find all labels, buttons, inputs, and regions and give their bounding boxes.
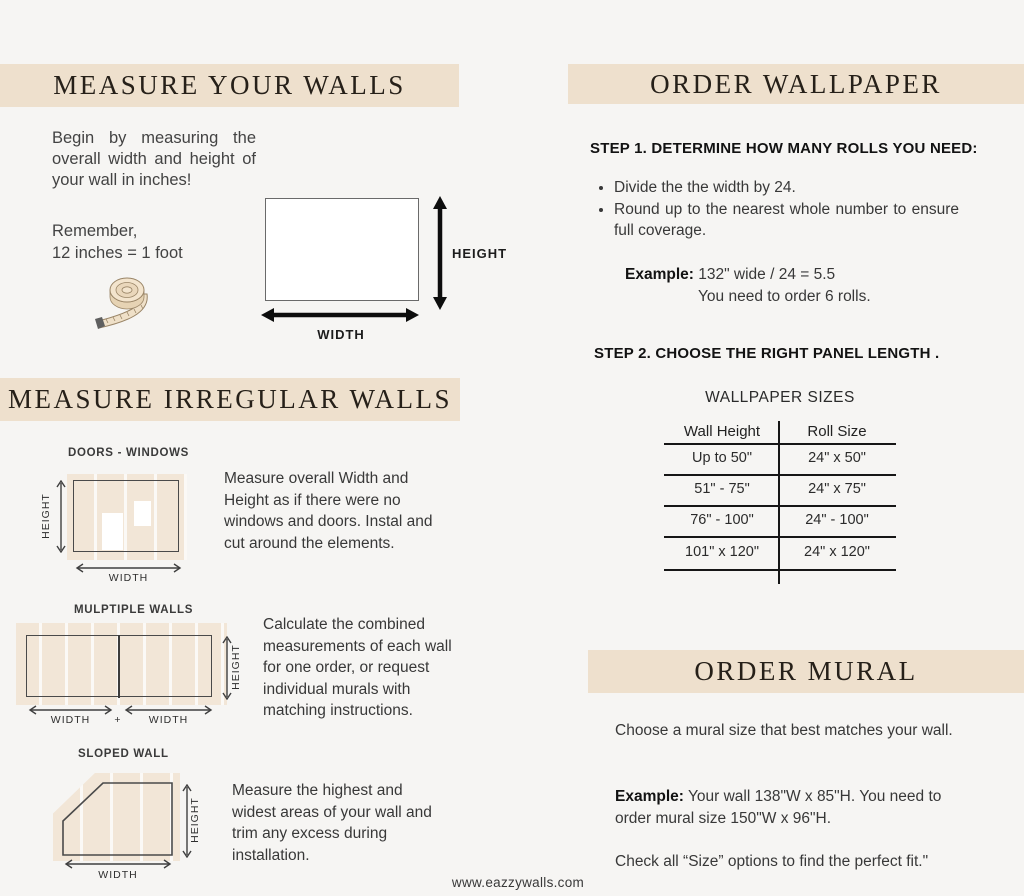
measure-walls-intro: Begin by measuring the overall width and height of your wall in inches! (52, 129, 256, 189)
order-mural-banner (588, 650, 1024, 693)
step2-heading: STEP 2. CHOOSE THE RIGHT PANEL LENGTH . (594, 345, 940, 362)
measuring-tape-icon (86, 268, 166, 336)
step1-heading: STEP 1. DETERMINE HOW MANY ROLLS YOU NEED: (590, 140, 978, 157)
sloped-wall-text: Measure the highest and widest areas of your wall and trim any excess during installation. (232, 782, 432, 864)
measure-walls-title: MEASURE YOUR WALLS (53, 70, 406, 100)
window-shape (134, 501, 151, 526)
measure-irregular-title: MEASURE IRREGULAR WALLS (7, 384, 453, 414)
table-line (664, 569, 896, 571)
table-cell: 51" - 75" (694, 481, 750, 497)
dw-height-label: HEIGHT (40, 493, 52, 539)
table-cell: 24" - 100" (805, 512, 869, 528)
order-mural-example (615, 786, 975, 829)
height-arrow (432, 196, 448, 310)
table-cell: 24" x 75" (808, 481, 866, 497)
table-line (664, 443, 896, 445)
door-shape (102, 513, 123, 550)
step1-bullet-list (596, 177, 959, 242)
dw-width-label: WIDTH (108, 572, 149, 584)
table-line (664, 474, 896, 476)
multiple-walls-text: Calculate the combined measurements of each wall for one order, or request individual murals with matching instructions. (263, 616, 452, 719)
order-wallpaper-banner (568, 64, 1024, 104)
wall-diagram (265, 198, 419, 301)
wallpaper-sizes-title: WALLPAPER SIZES (705, 389, 855, 406)
order-mural-intro: Choose a mural size that best matches your wall. (615, 722, 953, 739)
order-wallpaper-title: ORDER WALLPAPER (650, 68, 942, 99)
mural-example-text: Your wall 138"W x 85"H. You need to order mural size 150"W x 96"H. (615, 788, 942, 827)
doors-windows-text: Measure overall Width and Height as if there were no windows and doors. Instal and cut around the elements. (224, 470, 433, 552)
remember-line1: Remember, (52, 222, 138, 240)
remember-note (52, 220, 183, 264)
table-cell: 76" - 100" (690, 512, 754, 528)
remember-line2: 12 inches = 1 foot (52, 244, 183, 262)
table-cell: 101" x 120" (685, 544, 759, 560)
bullet-item: • Divide the the width by 24. (614, 177, 959, 199)
example-value: 132" wide / 24 = 5.5 (698, 266, 836, 283)
table-cell: Up to 50" (692, 450, 752, 466)
wall-divider (118, 635, 120, 698)
sw-width-label: WIDTH (98, 869, 138, 881)
measure-walls-banner (0, 64, 459, 107)
width-label: WIDTH (317, 327, 365, 342)
width-arrow (261, 307, 419, 323)
sloped-wall-outline (62, 782, 174, 857)
multiple-walls-label: MULPTIPLE WALLS (74, 604, 194, 616)
table-header-wall-height: Wall Height (683, 423, 761, 440)
mw-width-label-1: WIDTH (50, 714, 91, 726)
sw-height-label: HEIGHT (189, 797, 201, 843)
dw-height-arrow (55, 480, 67, 553)
mw-plus-label: + (114, 714, 122, 726)
measure-irregular-banner (0, 378, 460, 421)
height-label: HEIGHT (452, 246, 508, 261)
order-mural-title: ORDER MURAL (694, 656, 918, 686)
table-header-roll-size: Roll Size (807, 423, 867, 440)
order-mural-check-text: Check all “Size” options to find the perfect fit." (615, 853, 929, 870)
example-label: Example: (625, 266, 694, 283)
step1-example-line1 (625, 264, 835, 286)
mural-example-label: Example: (615, 788, 684, 805)
table-line (664, 505, 896, 507)
doors-windows-outline (73, 480, 179, 552)
table-cell: 24" x 120" (804, 544, 870, 560)
doors-windows-label: DOORS - WINDOWS (68, 447, 190, 459)
mw-width-label-2: WIDTH (148, 714, 189, 726)
sloped-wall-label: SLOPED WALL (78, 748, 169, 760)
website-url: www.eazzywalls.com (451, 875, 585, 890)
step1-example-line2: You need to order 6 rolls. (698, 288, 871, 305)
table-line (664, 536, 896, 538)
bullet-item: • Round up to the nearest whole number to ensure full coverage. (614, 199, 959, 242)
mw-height-label: HEIGHT (230, 644, 242, 690)
table-cell: 24" x 50" (808, 450, 866, 466)
